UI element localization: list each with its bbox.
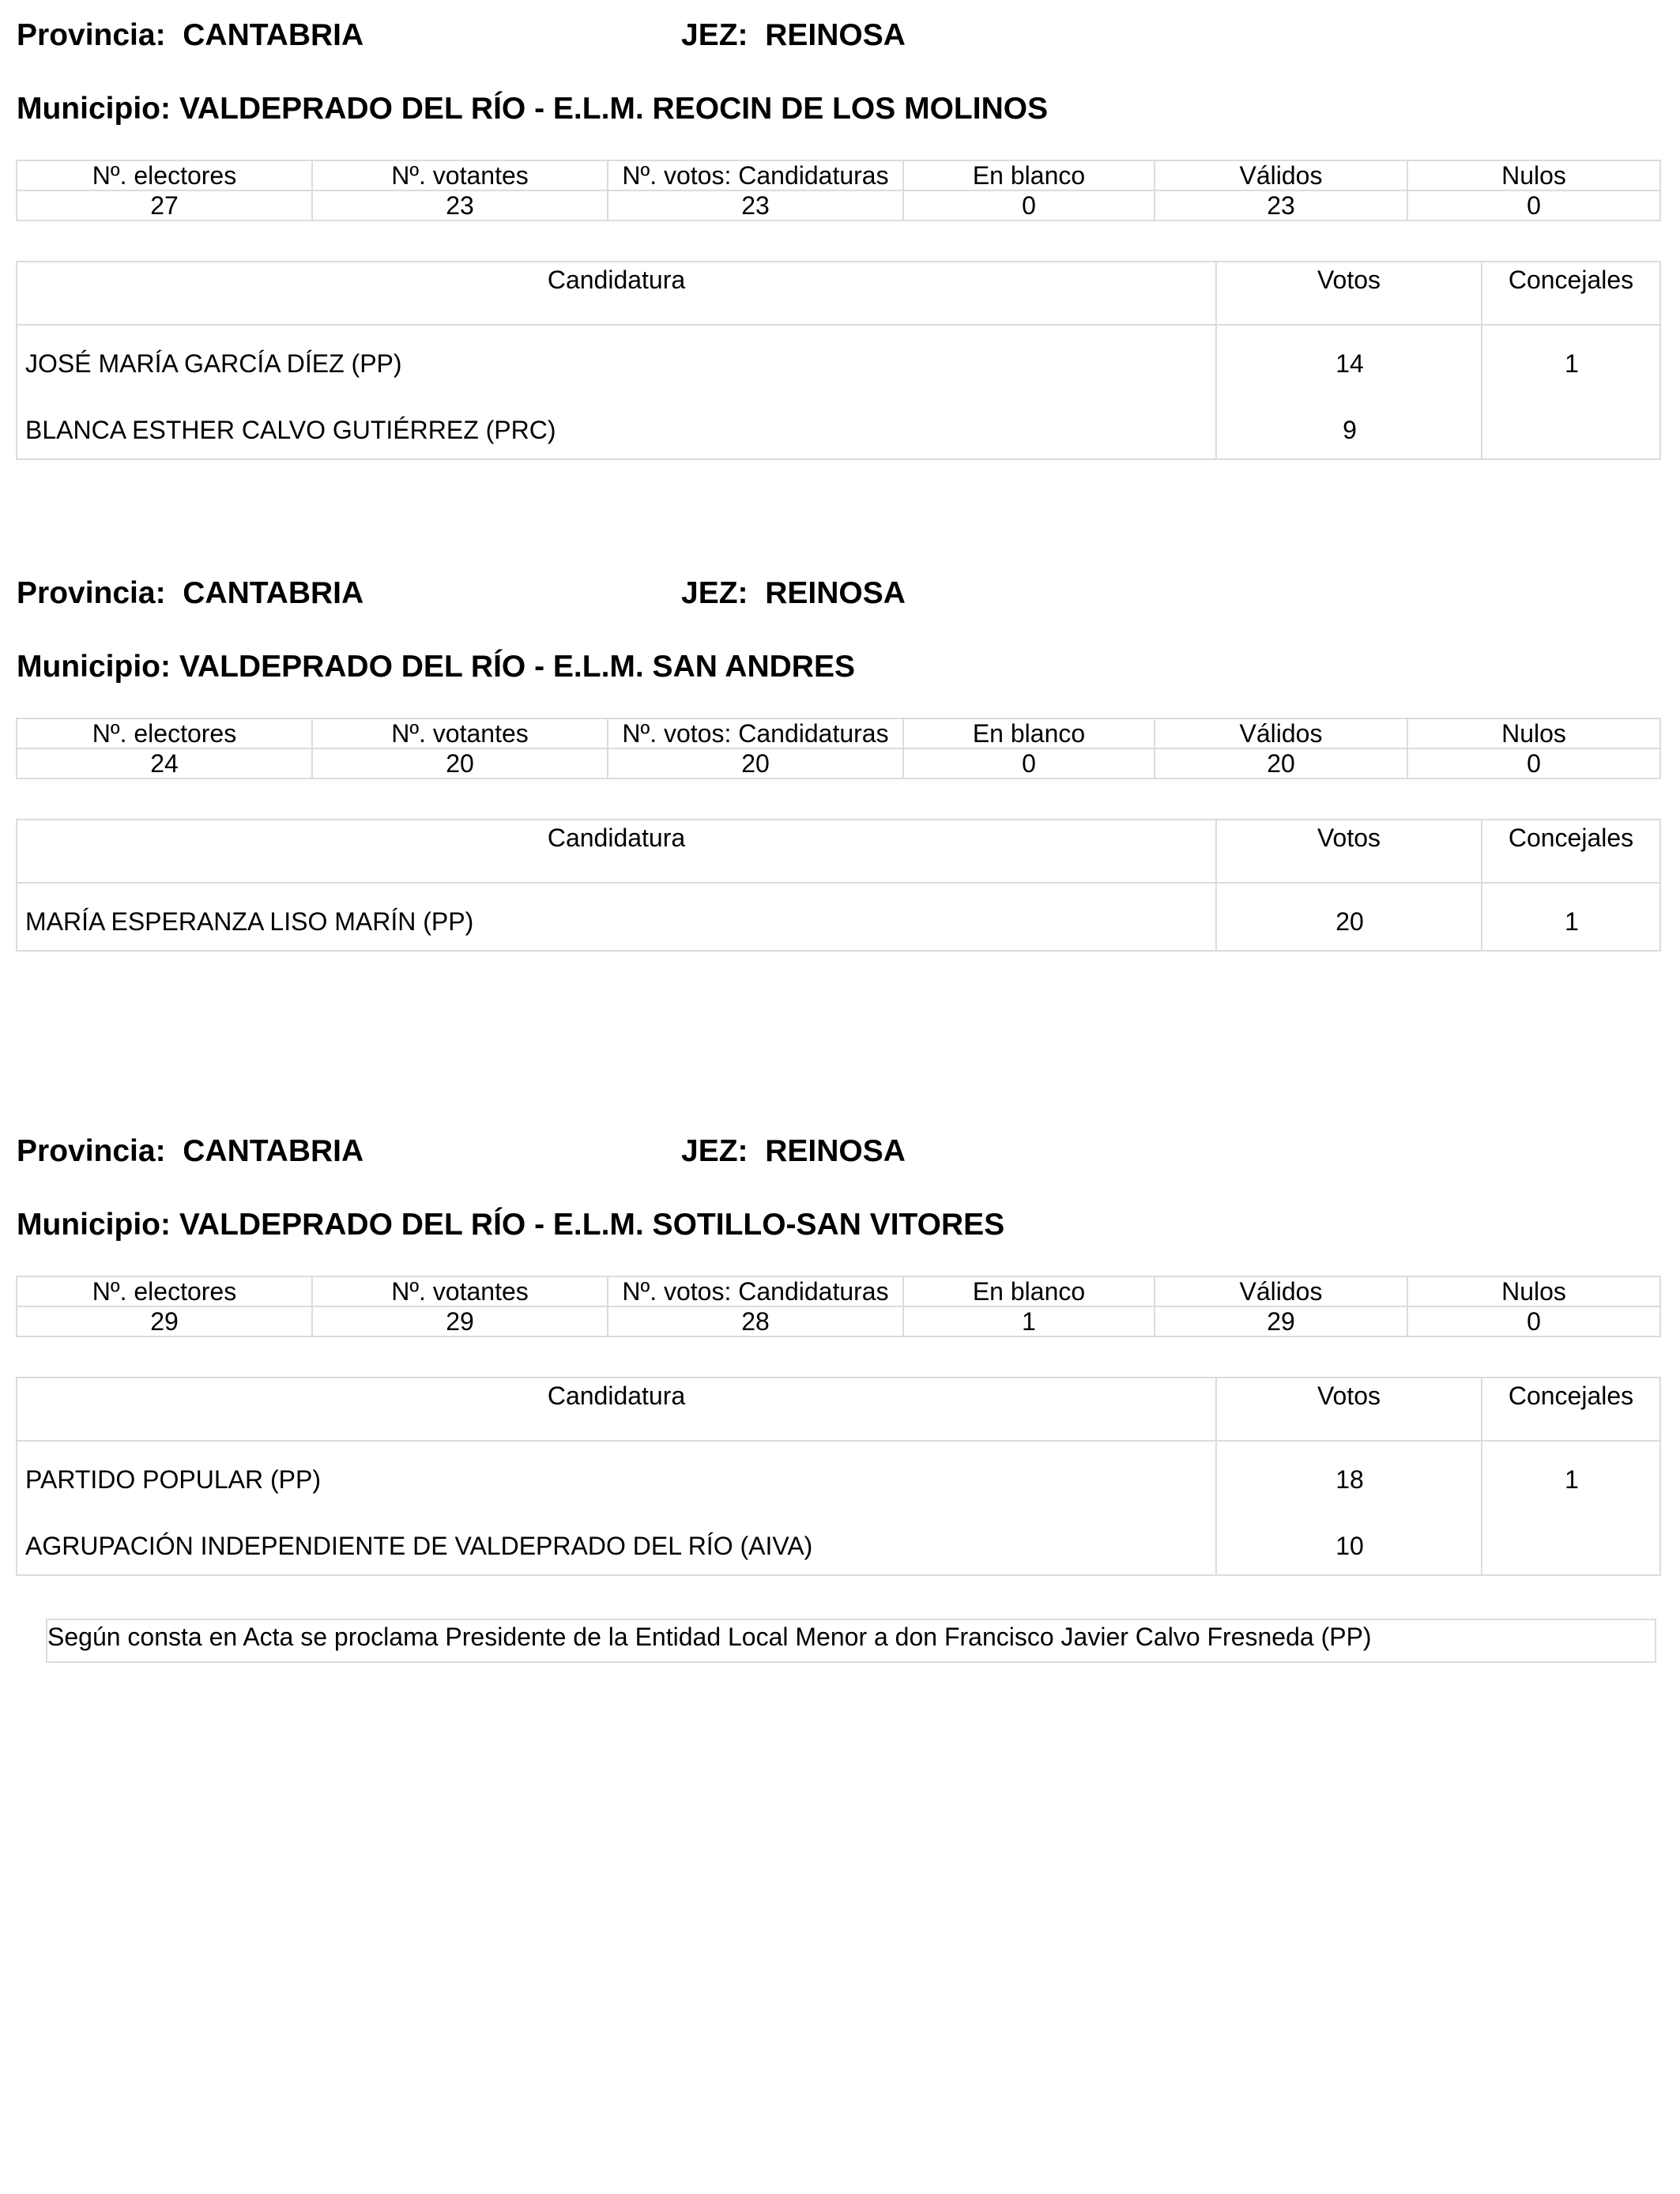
candidates-header-row: [17, 262, 1659, 326]
votos-header: Votos: [1317, 824, 1381, 852]
municipio-label: Municipio:: [17, 650, 171, 684]
jez-value: REINOSA: [765, 18, 906, 52]
candidatura-header: Candidatura: [547, 824, 686, 852]
candidates-table: [16, 1377, 1661, 1576]
municipio-label: Municipio:: [17, 92, 171, 126]
stats-header-row: [17, 160, 1660, 190]
stats-value-row: [17, 190, 1660, 221]
stats-value-cell: 0: [903, 748, 1155, 778]
stats-header-cell: Nº. votos: Candidaturas: [608, 718, 903, 748]
candidates-table: [16, 261, 1661, 460]
candidate-concejales: 1: [1565, 907, 1579, 936]
provincia-label: Provincia:: [17, 1134, 166, 1168]
candidates-table: [16, 819, 1661, 952]
stats-header-cell: Nº. votantes: [312, 1276, 608, 1306]
candidate-name: AGRUPACIÓN INDEPENDIENTE DE VALDEPRADO DEL RÍO (AIVA): [25, 1532, 813, 1560]
stats-header-cell: Nº. votos: Candidaturas: [608, 1276, 903, 1306]
stats-table: [16, 1276, 1661, 1337]
stats-header-cell: Nº. electores: [17, 160, 312, 190]
candidate-name: MARÍA ESPERANZA LISO MARÍN (PP): [25, 907, 474, 936]
jez-header: [681, 578, 906, 609]
jez-header: [681, 1136, 906, 1167]
jez-label: JEZ:: [681, 576, 748, 610]
stats-header-cell: Nº. electores: [17, 718, 312, 748]
stats-value-cell: 0: [1407, 1306, 1660, 1336]
stats-header-cell: Nº. votantes: [312, 160, 608, 190]
election-block-2: [0, 1116, 1680, 1685]
votos-header: Votos: [1317, 266, 1381, 294]
stats-value-row: [17, 1306, 1660, 1336]
election-block-0: [0, 0, 1680, 569]
stats-value-cell: 20: [312, 748, 608, 778]
provincia-value: CANTABRIA: [183, 576, 364, 610]
candidates-body: [17, 326, 1659, 458]
stats-header-cell: Válidos: [1155, 160, 1407, 190]
stats-value-cell: 1: [903, 1306, 1155, 1336]
municipio-header: [17, 651, 855, 682]
stats-value-cell: 27: [17, 190, 312, 221]
stats-value-cell: 23: [1155, 190, 1407, 221]
stats-value-cell: 0: [903, 190, 1155, 221]
candidate-row: [17, 326, 1659, 392]
stats-value-cell: 24: [17, 748, 312, 778]
stats-value-cell: 29: [17, 1306, 312, 1336]
candidates-header-row: [17, 1378, 1659, 1442]
stats-header-cell: Nulos: [1407, 160, 1660, 190]
stats-value-row: [17, 748, 1660, 778]
candidate-votes: 20: [1335, 907, 1364, 936]
jez-value: REINOSA: [765, 1134, 906, 1168]
stats-header-cell: Nº. votantes: [312, 718, 608, 748]
concejales-header: Concejales: [1508, 1382, 1634, 1410]
provincia-value: CANTABRIA: [183, 18, 364, 52]
candidate-name: JOSÉ MARÍA GARCÍA DÍEZ (PP): [25, 349, 402, 378]
stats-header-cell: Nº. votos: Candidaturas: [608, 160, 903, 190]
candidate-concejales: 1: [1565, 1465, 1579, 1494]
stats-value-cell: 20: [608, 748, 903, 778]
stats-header-cell: En blanco: [903, 160, 1155, 190]
candidate-row: [17, 884, 1659, 950]
provincia-header: [17, 20, 363, 51]
candidate-votes: 10: [1335, 1532, 1364, 1560]
concejales-header: Concejales: [1508, 266, 1634, 294]
candidatura-header: Candidatura: [547, 1382, 686, 1410]
candidates-header-row: [17, 820, 1659, 884]
stats-value-cell: 20: [1155, 748, 1407, 778]
jez-value: REINOSA: [765, 576, 906, 610]
provincia-header: [17, 1136, 363, 1167]
candidate-row: [17, 392, 1659, 458]
jez-label: JEZ:: [681, 18, 748, 52]
municipio-header: [17, 1209, 1004, 1240]
provincia-label: Provincia:: [17, 576, 166, 610]
stats-value-cell: 29: [1155, 1306, 1407, 1336]
votos-header: Votos: [1317, 1382, 1381, 1410]
municipio-value: VALDEPRADO DEL RÍO - E.L.M. SOTILLO-SAN VITORES: [179, 1208, 1005, 1242]
candidate-row: [17, 1508, 1659, 1574]
stats-value-cell: 28: [608, 1306, 903, 1336]
provincia-value: CANTABRIA: [183, 1134, 364, 1168]
stats-value-cell: 23: [312, 190, 608, 221]
stats-header-cell: En blanco: [903, 1276, 1155, 1306]
candidates-body: [17, 884, 1659, 950]
stats-value-cell: 23: [608, 190, 903, 221]
candidates-body: [17, 1442, 1659, 1574]
stats-value-cell: 0: [1407, 748, 1660, 778]
candidate-votes: 14: [1335, 349, 1364, 378]
stats-table: [16, 718, 1661, 779]
provincia-header: [17, 578, 363, 609]
provincia-label: Provincia:: [17, 18, 166, 52]
candidate-votes: 9: [1343, 416, 1357, 444]
stats-value-cell: 0: [1407, 190, 1660, 221]
stats-header-cell: Válidos: [1155, 718, 1407, 748]
stats-header-cell: Nº. electores: [17, 1276, 312, 1306]
stats-header-row: [17, 1276, 1660, 1306]
stats-value-cell: 29: [312, 1306, 608, 1336]
proclamation-note: Según consta en Acta se proclama Presidente de la Entidad Local Menor a don Francisco Javier Calvo Fresneda (PP): [46, 1619, 1656, 1663]
municipio-value: VALDEPRADO DEL RÍO - E.L.M. REOCIN DE LOS MOLINOS: [179, 92, 1049, 126]
stats-header-cell: Nulos: [1407, 1276, 1660, 1306]
candidatura-header: Candidatura: [547, 266, 686, 294]
stats-header-cell: Nulos: [1407, 718, 1660, 748]
jez-label: JEZ:: [681, 1134, 748, 1168]
candidate-name: BLANCA ESTHER CALVO GUTIÉRREZ (PRC): [25, 416, 556, 444]
stats-header-cell: En blanco: [903, 718, 1155, 748]
candidate-votes: 18: [1335, 1465, 1364, 1494]
election-block-1: [0, 558, 1680, 1127]
stats-header-row: [17, 718, 1660, 748]
stats-header-cell: Válidos: [1155, 1276, 1407, 1306]
jez-header: [681, 20, 906, 51]
candidate-row: [17, 1442, 1659, 1508]
municipio-value: VALDEPRADO DEL RÍO - E.L.M. SAN ANDRES: [179, 650, 855, 684]
municipio-label: Municipio:: [17, 1208, 171, 1242]
concejales-header: Concejales: [1508, 824, 1634, 852]
stats-table: [16, 160, 1661, 221]
candidate-name: PARTIDO POPULAR (PP): [25, 1465, 321, 1494]
candidate-concejales: 1: [1565, 349, 1579, 378]
municipio-header: [17, 93, 1048, 124]
